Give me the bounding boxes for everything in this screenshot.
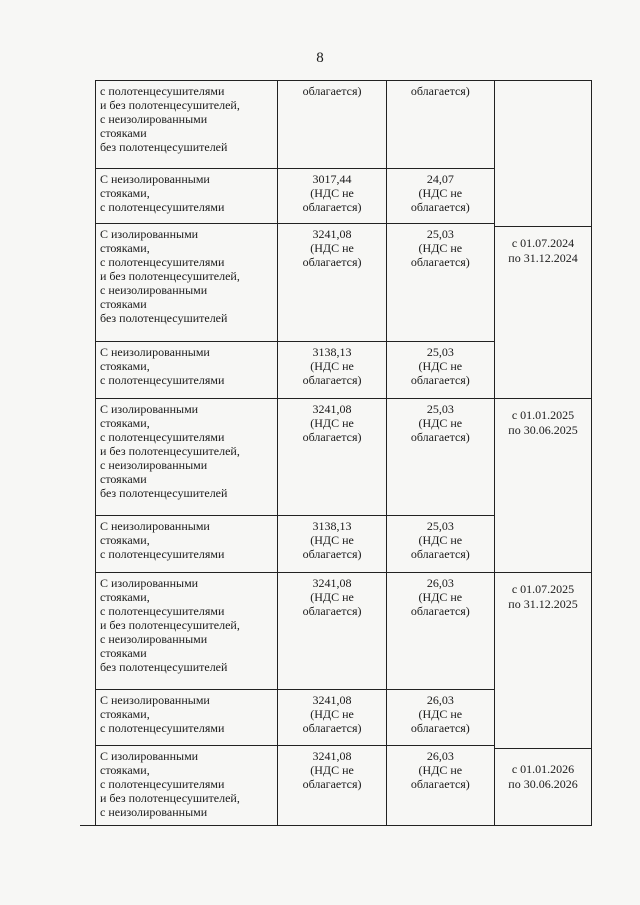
description-line: и без полотенцесушителей,	[100, 444, 240, 458]
description-line: с неизолированными	[100, 632, 208, 646]
description-line: с неизолированными	[100, 112, 208, 126]
period-divider	[495, 398, 591, 399]
norm-value-cell	[386, 690, 494, 746]
value-line: облагается)	[302, 547, 362, 561]
description-line: С неизолированными	[100, 345, 210, 359]
value-line: 25,03	[426, 345, 454, 359]
norm-value-cell	[386, 516, 494, 573]
value-line: облагается)	[302, 255, 362, 269]
table-row	[96, 573, 495, 690]
description-line: и без полотенцесушителей,	[100, 269, 240, 283]
description-line: С неизолированными	[100, 172, 210, 186]
description-line: с неизолированными	[100, 283, 208, 297]
description-line: С неизолированными	[100, 693, 210, 707]
period-divider	[495, 572, 591, 573]
value-line: 25,03	[426, 519, 454, 533]
description-line: С изолированными	[100, 749, 199, 763]
description-line: С неизолированными	[100, 519, 210, 533]
description-line: стояками,	[100, 241, 150, 255]
description-line: без полотенцесушителей	[100, 311, 228, 325]
value-line: (НДС не	[418, 590, 463, 604]
tariff-value-cell	[278, 224, 386, 342]
table-bottom-border	[80, 825, 592, 826]
norm-value-cell	[386, 573, 494, 690]
description-line: с полотенцесушителями	[100, 255, 225, 269]
value-line: (НДС не	[310, 533, 354, 547]
room-description-cell	[96, 224, 278, 342]
room-description-cell	[96, 573, 278, 690]
value-line: (НДС не	[418, 186, 463, 200]
tariff-value-cell	[278, 573, 386, 690]
description-line: стояками	[100, 646, 147, 660]
value-line: (НДС не	[310, 186, 354, 200]
description-line: стояками,	[100, 186, 150, 200]
description-line: с неизолированными	[100, 805, 208, 819]
value-line: 25,03	[426, 402, 454, 416]
value-line: облагается)	[410, 777, 470, 791]
description-line: стояками,	[100, 590, 150, 604]
table-row	[96, 342, 495, 399]
value-line: (НДС не	[310, 416, 354, 430]
description-line: с полотенцесушителями	[100, 604, 225, 618]
norm-value-cell	[386, 342, 494, 399]
value-line: облагается)	[302, 430, 362, 444]
description-line: с полотенцесушителями	[100, 547, 225, 561]
description-line: с полотенцесушителями	[100, 430, 225, 444]
value-line: облагается)	[410, 721, 470, 735]
room-description-cell	[96, 81, 278, 169]
norm-value-cell	[386, 169, 494, 224]
room-description-cell	[96, 516, 278, 573]
value-line: 3241,08	[312, 576, 352, 590]
value-line: (НДС не	[310, 707, 354, 721]
period-label	[495, 408, 591, 438]
value-line: облагается)	[302, 84, 362, 98]
room-description-cell	[96, 342, 278, 399]
page-number: 8	[316, 50, 324, 66]
description-line: стояками,	[100, 359, 150, 373]
value-line: (НДС не	[310, 359, 354, 373]
room-description-cell	[96, 746, 278, 826]
value-line: (НДС не	[310, 590, 354, 604]
norm-value-cell	[386, 746, 494, 826]
value-line: облагается)	[302, 200, 362, 214]
value-line: облагается)	[302, 721, 362, 735]
description-line: и без полотенцесушителей,	[100, 618, 240, 632]
table-row	[96, 81, 495, 169]
tariff-value-cell	[278, 342, 386, 399]
period-label	[495, 236, 591, 266]
period-divider	[495, 226, 591, 227]
description-line: с неизолированными	[100, 458, 208, 472]
value-line: (НДС не	[418, 241, 463, 255]
tariff-value-cell	[278, 690, 386, 746]
value-line: 25,03	[426, 227, 454, 241]
value-line: (НДС не	[418, 707, 463, 721]
table-row	[96, 399, 495, 516]
description-line: стояками	[100, 126, 147, 140]
value-line: 26,03	[426, 749, 454, 763]
period-divider	[495, 748, 591, 749]
value-line: облагается)	[410, 430, 470, 444]
value-line: 3017,44	[312, 172, 352, 186]
value-line: облагается)	[410, 373, 470, 387]
room-description-cell	[96, 690, 278, 746]
value-line: (НДС не	[418, 359, 463, 373]
period-column	[495, 80, 592, 825]
description-line: С изолированными	[100, 576, 199, 590]
description-line: с полотенцесушителями	[100, 721, 225, 735]
description-line: без полотенцесушителей	[100, 660, 228, 674]
table-row	[96, 169, 495, 224]
value-line: (НДС не	[418, 416, 463, 430]
value-line: 3138,13	[312, 519, 352, 533]
value-line: облагается)	[410, 547, 470, 561]
value-line: (НДС не	[310, 763, 354, 777]
value-line: 26,03	[426, 576, 454, 590]
description-line: с полотенцесушителями	[100, 200, 225, 214]
period-label	[495, 762, 591, 792]
description-line: стояками	[100, 297, 147, 311]
description-line: стояками,	[100, 416, 150, 430]
description-line: с полотенцесушителями	[100, 373, 225, 387]
value-line: облагается)	[410, 84, 470, 98]
norm-value-cell	[386, 224, 494, 342]
description-line: и без полотенцесушителей,	[100, 791, 240, 805]
norm-value-cell	[386, 81, 494, 169]
value-line: облагается)	[302, 373, 362, 387]
tariff-value-cell	[278, 746, 386, 826]
value-line: 26,03	[426, 693, 454, 707]
description-line: и без полотенцесушителей,	[100, 98, 240, 112]
value-line: (НДС не	[418, 763, 463, 777]
value-line: 24,07	[426, 172, 454, 186]
description-line: без полотенцесушителей	[100, 140, 228, 154]
description-line: стояками	[100, 472, 147, 486]
description-line: стояками,	[100, 763, 150, 777]
value-line: облагается)	[410, 255, 470, 269]
description-line: стояками,	[100, 707, 150, 721]
period-from: с 01.01.2025	[511, 408, 575, 422]
period-to: по 31.12.2025	[508, 597, 578, 611]
period-from: с 01.07.2024	[511, 236, 575, 250]
tariff-value-cell	[278, 81, 386, 169]
tariff-value-cell	[278, 169, 386, 224]
value-line: (НДС не	[310, 241, 354, 255]
table-row	[96, 746, 495, 826]
value-line: 3241,08	[312, 749, 352, 763]
period-from: с 01.01.2026	[511, 762, 575, 776]
table-row	[96, 516, 495, 573]
period-to: по 30.06.2026	[508, 777, 578, 791]
value-line: облагается)	[410, 604, 470, 618]
value-line: облагается)	[302, 604, 362, 618]
value-line: 3241,08	[312, 402, 352, 416]
value-line: 3241,08	[312, 227, 352, 241]
description-line: С изолированными	[100, 402, 199, 416]
norm-value-cell	[386, 399, 494, 516]
description-line: с полотенцесушителями	[100, 84, 225, 98]
room-description-cell	[96, 399, 278, 516]
table-row	[96, 224, 495, 342]
value-line: 3241,08	[312, 693, 352, 707]
table-row	[96, 690, 495, 746]
tariff-value-cell	[278, 399, 386, 516]
period-from: с 01.07.2025	[511, 582, 575, 596]
value-line: облагается)	[302, 777, 362, 791]
tariff-value-cell	[278, 516, 386, 573]
description-line: С изолированными	[100, 227, 199, 241]
period-label	[495, 582, 591, 612]
description-line: стояками,	[100, 533, 150, 547]
value-line: (НДС не	[418, 533, 463, 547]
period-to: по 31.12.2024	[508, 251, 578, 265]
room-description-cell	[96, 169, 278, 224]
tariff-table	[95, 80, 495, 826]
description-line: без полотенцесушителей	[100, 486, 228, 500]
value-line: облагается)	[410, 200, 470, 214]
period-to: по 30.06.2025	[508, 423, 578, 437]
description-line: с полотенцесушителями	[100, 777, 225, 791]
value-line: 3138,13	[312, 345, 352, 359]
